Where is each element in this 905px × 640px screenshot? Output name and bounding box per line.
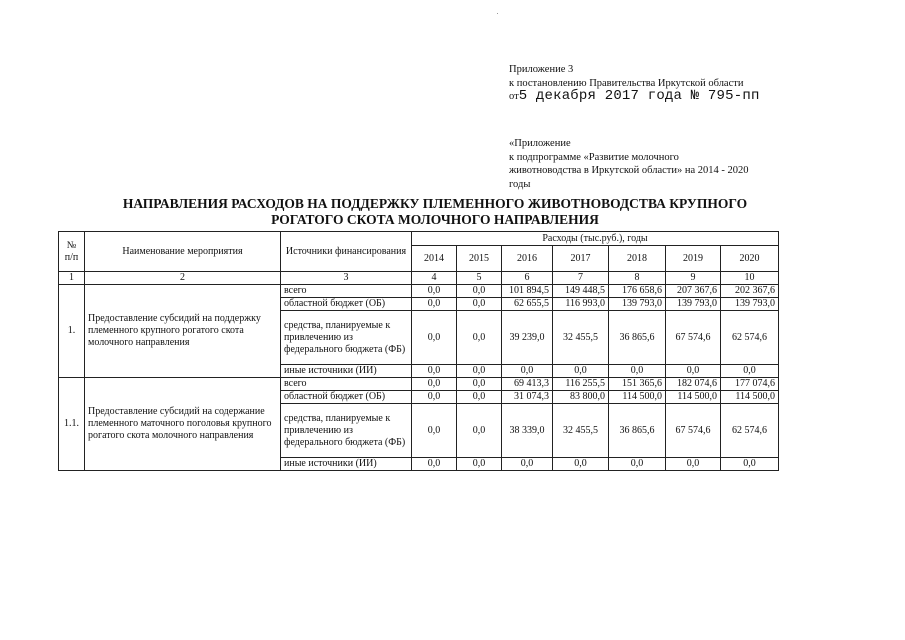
value-cell: 139 793,0 [666, 298, 721, 311]
column-number: 2 [85, 272, 281, 285]
value-cell: 176 658,6 [609, 285, 666, 298]
column-number: 6 [502, 272, 553, 285]
value-cell: 114 500,0 [666, 391, 721, 404]
value-cell: 0,0 [457, 404, 502, 458]
value-cell: 67 574,6 [666, 311, 721, 365]
value-cell: 101 894,5 [502, 285, 553, 298]
title-line-1: НАПРАВЛЕНИЯ РАСХОДОВ НА ПОДДЕРЖКУ ПЛЕМЕННОГО ЖИВОТНОВОДСТВА КРУПНОГО [122, 196, 748, 211]
document-title [100, 196, 770, 228]
value-cell: 0,0 [666, 458, 721, 471]
column-number: 10 [721, 272, 779, 285]
value-cell: 0,0 [502, 458, 553, 471]
value-cell: 139 793,0 [609, 298, 666, 311]
value-cell: 0,0 [721, 365, 779, 378]
value-cell: 0,0 [457, 365, 502, 378]
appendix-header [509, 63, 809, 104]
title-line-2: РОГАТОГО СКОТА МОЛОЧНОГО НАПРАВЛЕНИЯ [271, 212, 599, 227]
table-row [59, 285, 779, 298]
value-cell: 0,0 [553, 458, 609, 471]
header-year: 2016 [502, 246, 553, 272]
funding-source: областной бюджет (ОБ) [281, 298, 412, 311]
activity-name: Предоставление субсидий на поддержку племенного крупного рогатого скота молочного направления [85, 285, 281, 378]
column-number: 5 [457, 272, 502, 285]
value-cell: 32 455,5 [553, 404, 609, 458]
column-number: 9 [666, 272, 721, 285]
funding-source: всего [281, 285, 412, 298]
value-cell: 151 365,6 [609, 378, 666, 391]
scan-speck [497, 13, 498, 14]
funding-source: средства, планируемые к привлечению из федерального бюджета (ФБ) [281, 311, 412, 365]
decree-date-number: 5 декабря 2017 года № 795-пп [518, 88, 760, 104]
value-cell: 0,0 [502, 365, 553, 378]
value-cell: 182 074,6 [666, 378, 721, 391]
funding-source: иные источники (ИИ) [281, 365, 412, 378]
value-cell: 114 500,0 [721, 391, 779, 404]
header-year: 2014 [412, 246, 457, 272]
value-cell: 0,0 [457, 378, 502, 391]
value-cell: 0,0 [457, 311, 502, 365]
row-number: 1. [59, 285, 85, 378]
value-cell: 0,0 [412, 458, 457, 471]
value-cell: 83 800,0 [553, 391, 609, 404]
value-cell: 116 993,0 [553, 298, 609, 311]
value-cell: 207 367,6 [666, 285, 721, 298]
header-year: 2019 [666, 246, 721, 272]
value-cell: 0,0 [412, 365, 457, 378]
program-line-4: годы [509, 178, 531, 190]
value-cell: 67 574,6 [666, 404, 721, 458]
value-cell: 0,0 [721, 458, 779, 471]
column-number: 4 [412, 272, 457, 285]
decree-line [509, 90, 809, 104]
value-cell: 62 574,6 [721, 404, 779, 458]
value-cell: 69 413,3 [502, 378, 553, 391]
value-cell: 0,0 [412, 311, 457, 365]
value-cell: 62 655,5 [502, 298, 553, 311]
header-source: Источники финансирования [281, 232, 412, 272]
table-row [59, 378, 779, 391]
column-number: 3 [281, 272, 412, 285]
header-name: Наименование мероприятия [85, 232, 281, 272]
value-cell: 0,0 [457, 458, 502, 471]
value-cell: 0,0 [553, 365, 609, 378]
value-cell: 177 074,6 [721, 378, 779, 391]
value-cell: 39 239,0 [502, 311, 553, 365]
funding-source: средства, планируемые к привлечению из федерального бюджета (ФБ) [281, 404, 412, 458]
value-cell: 0,0 [457, 285, 502, 298]
program-line-1: «Приложение [509, 138, 571, 149]
column-number: 7 [553, 272, 609, 285]
value-cell: 62 574,6 [721, 311, 779, 365]
value-cell: 0,0 [457, 391, 502, 404]
expenses-table [58, 231, 779, 471]
value-cell: 0,0 [412, 298, 457, 311]
value-cell: 202 367,6 [721, 285, 779, 298]
value-cell: 114 500,0 [609, 391, 666, 404]
header-year: 2018 [609, 246, 666, 272]
value-cell: 0,0 [412, 285, 457, 298]
program-reference [509, 137, 779, 191]
funding-source: всего [281, 378, 412, 391]
header-num: № п/п [59, 232, 85, 272]
row-number: 1.1. [59, 378, 85, 471]
activity-name: Предоставление субсидий на содержание племенного маточного поголовья крупного рогатого скота молочного направления [85, 378, 281, 471]
value-cell: 0,0 [609, 458, 666, 471]
header-expenses: Расходы (тыс.руб.), годы [412, 232, 779, 246]
value-cell: 36 865,6 [609, 404, 666, 458]
value-cell: 31 074,3 [502, 391, 553, 404]
appendix-reference: к постановлению Правительства Иркутской области [509, 77, 744, 89]
funding-source: областной бюджет (ОБ) [281, 391, 412, 404]
value-cell: 0,0 [412, 391, 457, 404]
value-cell: 116 255,5 [553, 378, 609, 391]
funding-source: иные источники (ИИ) [281, 458, 412, 471]
value-cell: 0,0 [412, 404, 457, 458]
appendix-number: Приложение 3 [509, 64, 574, 75]
header-year: 2020 [721, 246, 779, 272]
value-cell: 139 793,0 [721, 298, 779, 311]
header-year: 2017 [553, 246, 609, 272]
value-cell: 0,0 [412, 378, 457, 391]
value-cell: 0,0 [666, 365, 721, 378]
value-cell: 149 448,5 [553, 285, 609, 298]
program-line-3: животноводства в Иркутской области» на 2014 - 2020 [509, 165, 749, 176]
decree-prefix: от [509, 91, 519, 102]
header-year: 2015 [457, 246, 502, 272]
program-line-2: к подпрограмме «Развитие молочного [509, 151, 679, 163]
column-number: 8 [609, 272, 666, 285]
value-cell: 38 339,0 [502, 404, 553, 458]
column-number: 1 [59, 272, 85, 285]
value-cell: 36 865,6 [609, 311, 666, 365]
value-cell: 0,0 [609, 365, 666, 378]
value-cell: 32 455,5 [553, 311, 609, 365]
value-cell: 0,0 [457, 298, 502, 311]
